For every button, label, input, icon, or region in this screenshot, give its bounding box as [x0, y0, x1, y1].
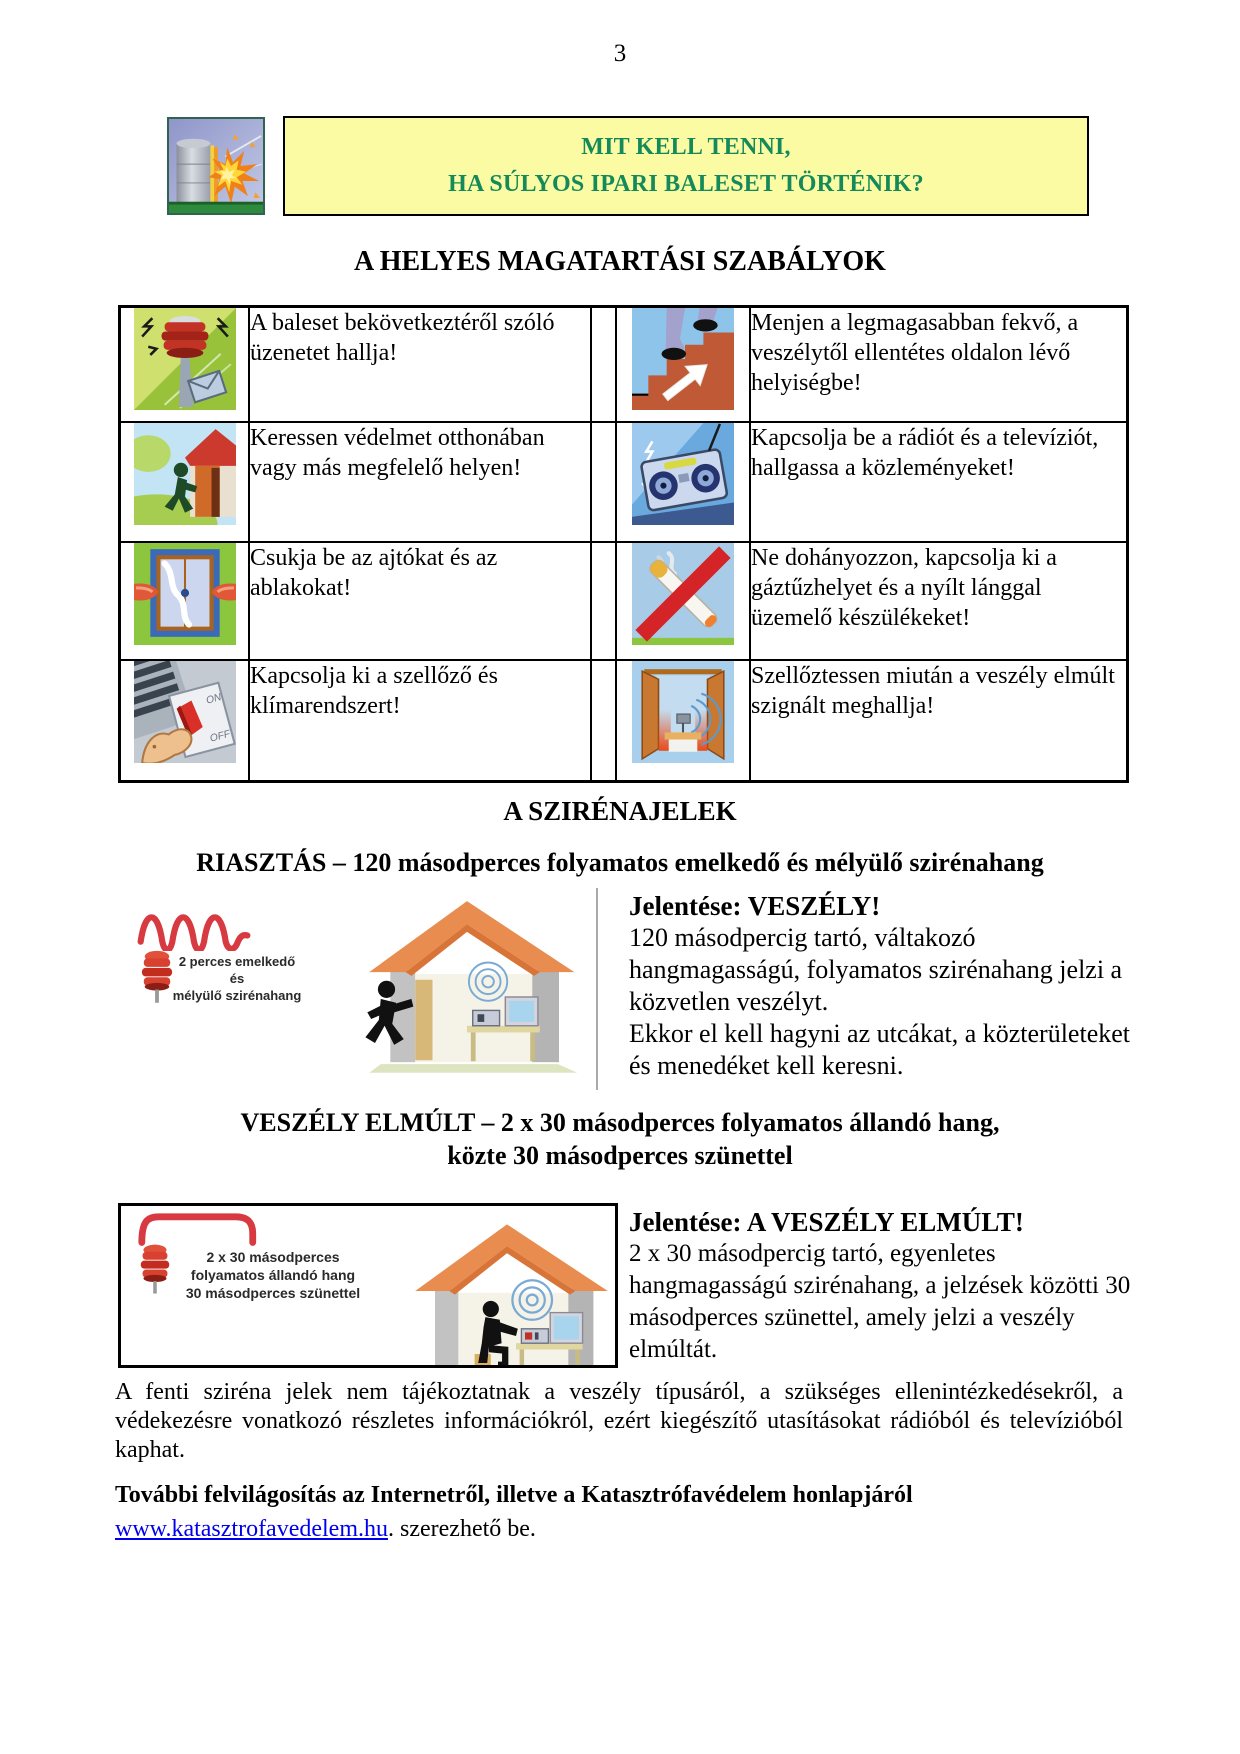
katasztrofavedelem-link[interactable]: www.katasztrofavedelem.hu — [115, 1516, 388, 1542]
table-row — [120, 542, 1128, 660]
rules-table — [118, 305, 1129, 783]
alarm-meaning-block — [629, 890, 1137, 1082]
rule-text: Ne dohányozzon, kapcsolja ki a gáztűzhelyet és a nyílt lánggal üzemelő készülékeket! — [750, 542, 1128, 660]
constant-tone-wave-icon — [135, 1210, 263, 1246]
more-info-line: További felvilágosítás az Internetről, illetve a Katasztrófavédelem honlapjáról — [115, 1482, 913, 1508]
svg-text:OFF: OFF — [208, 728, 231, 745]
rule-text: Csukja be az ajtókat és az ablakokat! — [249, 542, 591, 660]
rule-text: Kapcsolja ki a szellőző és klímarendszert! — [249, 660, 591, 782]
page-number: 3 — [613, 40, 627, 67]
vent-switch-icon — [134, 661, 236, 763]
allclear-meaning-label: Jelentése: A VESZÉLY ELMÚLT! — [629, 1207, 1024, 1237]
link-suffix: . szerezhető be. — [388, 1516, 536, 1542]
alarm-meaning-label: Jelentése: VESZÉLY! — [629, 891, 881, 921]
siren-icon — [140, 948, 174, 1000]
allclear-figure — [118, 1203, 618, 1368]
rules-heading: A HELYES MAGATARTÁSI SZABÁLYOK — [354, 246, 886, 277]
rule-text: A baleset bekövetkeztéről szóló üzenetet hallja! — [249, 307, 591, 422]
allclear-meaning-block — [629, 1206, 1149, 1366]
stairs-up-icon — [632, 308, 734, 410]
alarm-meaning-body2: Ekkor el kell hagyni az utcákat, a közterületeket és menedéket kell keresni. — [629, 1019, 1130, 1080]
rising-falling-wave-icon — [136, 903, 252, 953]
alarm-house-illustration — [352, 882, 582, 1077]
rule-text: Szellőztessen miután a veszély elmúlt szignált meghallja! — [750, 660, 1128, 782]
table-row — [120, 660, 1128, 782]
no-smoking-icon — [632, 543, 734, 645]
allclear-house-illustration — [399, 1210, 615, 1365]
title-banner — [283, 116, 1089, 216]
close-window-icon — [134, 543, 236, 645]
alarm-heading: RIASZTÁS – 120 másodperces folyamatos emelkedő és mélyülő szirénahang — [196, 848, 1044, 877]
ventilate-icon — [632, 661, 734, 763]
rule-text: Keressen védelmet otthonában vagy más megfelelő helyen! — [249, 422, 591, 542]
sirens-heading: A SZIRÉNAJELEK — [503, 796, 737, 826]
radio-icon — [632, 423, 734, 525]
figure-divider-line — [596, 888, 598, 1090]
shelter-home-icon — [134, 423, 236, 525]
allclear-meaning-body: 2 x 30 másodpercig tartó, egyenletes hangmagasságú szirénahang, a jelzések közötti 30 másodperces szünettel, amely jelzi a veszély elmúltát. — [629, 1240, 1131, 1363]
explosion-icon — [167, 117, 265, 215]
banner-title-line2: HA SÚLYOS IPARI BALESET TÖRTÉNIK? — [448, 171, 924, 197]
rule-text: Kapcsolja be a rádiót és a televíziót, hallgassa a közleményeket! — [750, 422, 1128, 542]
table-row — [120, 422, 1128, 542]
siren-pole-icon — [134, 308, 236, 410]
banner-title-line1: MIT KELL TENNI, — [581, 134, 791, 160]
siren-icon — [139, 1242, 171, 1292]
alarm-figure-caption: 2 perces emelkedő és mélyülő szirénahang — [172, 954, 302, 1003]
allclear-figure-caption: 2 x 30 másodperces folyamatos állandó hang 30 másodperces szünettel — [185, 1249, 361, 1301]
link-line — [115, 1516, 1123, 1543]
rule-text: Menjen a legmagasabban fekvő, a veszélytől ellentétes oldalon lévő helyiségbe! — [750, 307, 1128, 422]
alarm-meaning-body1: 120 másodpercig tartó, váltakozó hangmagasságú, folyamatos szirénahang jelzi a közvetlen veszélyt. — [629, 923, 1123, 1016]
allclear-heading: VESZÉLY ELMÚLT – 2 x 30 másodperces folyamatos állandó hang, közte 30 másodperces szünettel — [240, 1108, 1000, 1170]
svg-text:ON: ON — [204, 691, 223, 707]
siren-note-paragraph: A fenti sziréna jelek nem tájékoztatnak a veszély típusáról, a szükséges ellenintézkedésekről, a védekezésre vonatkozó részletes információkról, ezért kiegészítő utasításokat rádióból és televízióból kaphat. — [115, 1379, 1123, 1463]
table-row — [120, 307, 1128, 422]
